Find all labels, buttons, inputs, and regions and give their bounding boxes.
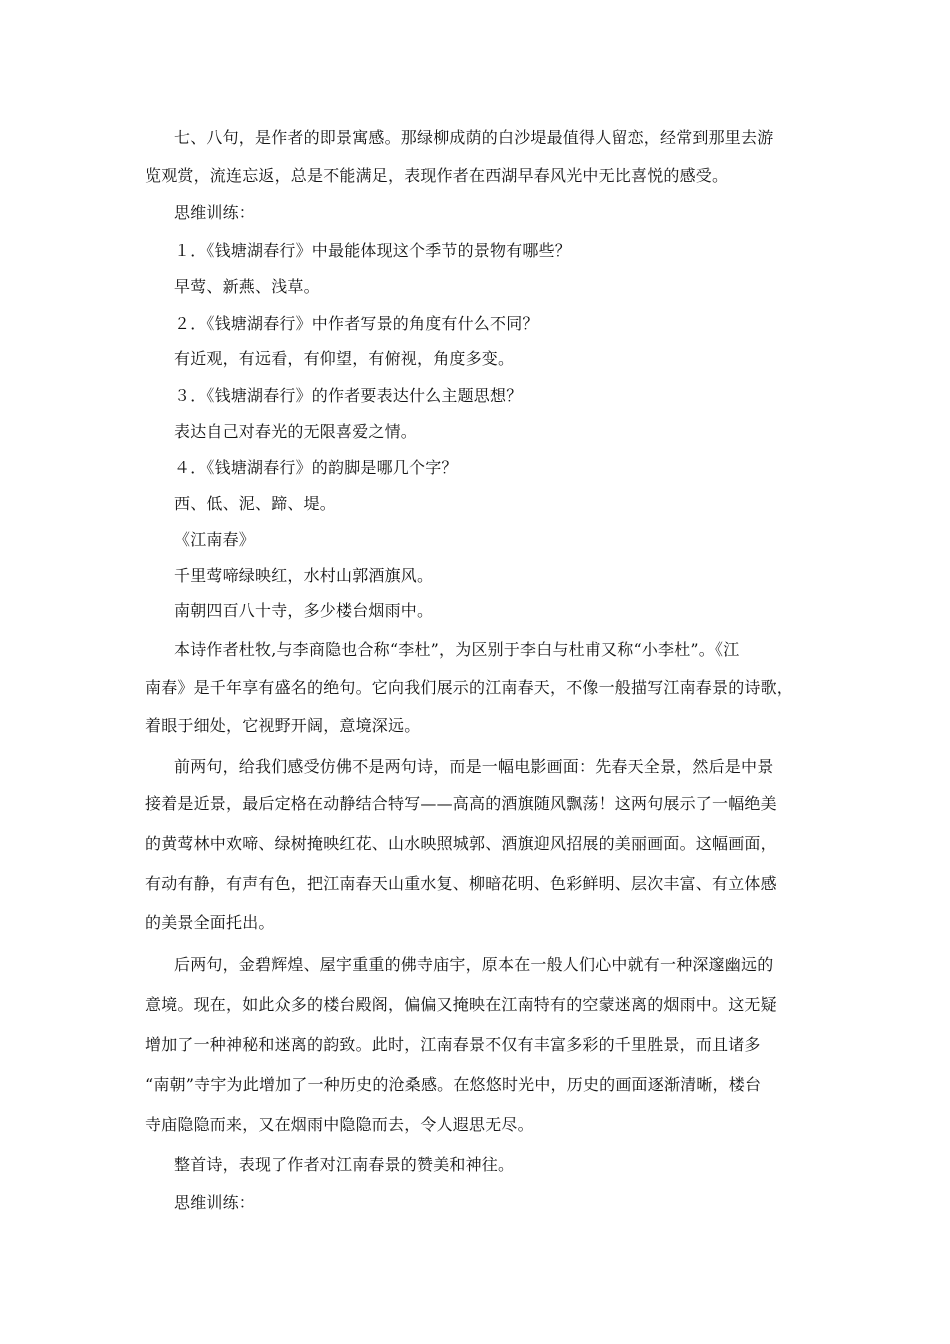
answer-line: 早莺、新燕、浅草。 — [174, 277, 320, 296]
paragraph-line: 着眼于细处，它视野开阔，意境深远。 — [145, 716, 421, 735]
paragraph-line: 览观赏，流连忘返，总是不能满足，表现作者在西湖早春风光中无比喜悦的感受。 — [145, 166, 729, 185]
answer-line: 西、低、泥、蹄、堤。 — [174, 494, 337, 513]
question-line: １．《钱塘湖春行》中最能体现这个季节的景物有哪些？ — [174, 241, 572, 260]
paragraph-line: 的美景全面托出。 — [145, 913, 275, 932]
poem-line: 南朝四百八十寺，多少楼台烟雨中。 — [174, 601, 434, 620]
poem-line: 千里莺啼绿映红，水村山郭酒旗风。 — [174, 566, 434, 585]
paragraph-line: 的黄莺林中欢啼、绿树掩映红花、山水映照城郭、酒旗迎风招展的美丽画面。这幅画面， — [145, 834, 777, 853]
paragraph-line: 接着是近景，最后定格在动静结合特写——高高的酒旗随风飘荡！这两句展示了一幅绝美 — [145, 794, 777, 813]
poem-title: 《江南春》 — [174, 530, 256, 549]
paragraph-line: 七、八句，是作者的即景寓感。那绿柳成荫的白沙堤最值得人留恋，经常到那里去游 — [174, 128, 774, 147]
question-line: ４．《钱塘湖春行》的韵脚是哪几个字？ — [174, 458, 458, 477]
paragraph-line: 前两句，给我们感受仿佛不是两句诗，而是一幅电影画面：先春天全景，然后是中景 — [174, 757, 774, 776]
question-line: ２．《钱塘湖春行》中作者写景的角度有什么不同？ — [174, 314, 539, 333]
paragraph-line: “南朝”寺宇为此增加了一种历史的沧桑感。在悠悠时光中，历史的画面逐渐清晰，楼台 — [145, 1075, 762, 1094]
paragraph-line: 有动有静，有声有色，把江南春天山重水复、柳暗花明、色彩鲜明、层次丰富、有立体感 — [145, 874, 777, 893]
answer-line: 有近观，有远看，有仰望，有俯视，角度多变。 — [174, 349, 515, 368]
paragraph-line: 本诗作者杜牧,与李商隐也合称“李杜”，为区别于李白与杜甫又称“小李杜”。《江 — [174, 640, 740, 659]
section-heading: 思维训练： — [174, 1193, 256, 1212]
paragraph-line: 南春》是千年享有盛名的绝句。它向我们展示的江南春天，不像一般描写江南春景的诗歌， — [145, 678, 794, 697]
answer-line: 表达自己对春光的无限喜爱之情。 — [174, 422, 418, 441]
question-line: ３．《钱塘湖春行》的作者要表达什么主题思想？ — [174, 386, 523, 405]
paragraph-line: 意境。现在，如此众多的楼台殿阁，偏偏又掩映在江南特有的空蒙迷离的烟雨中。这无疑 — [145, 995, 777, 1014]
paragraph-line: 增加了一种神秘和迷离的韵致。此时，江南春景不仅有丰富多彩的千里胜景，而且诸多 — [145, 1035, 761, 1054]
paragraph-line: 后两句，金碧辉煌、屋宇重重的佛寺庙宇，原本在一般人们心中就有一种深邃幽远的 — [174, 955, 774, 974]
section-heading: 思维训练： — [174, 203, 256, 222]
paragraph-line: 寺庙隐隐而来，又在烟雨中隐隐而去，令人遐思无尽。 — [145, 1115, 534, 1134]
paragraph-line: 整首诗，表现了作者对江南春景的赞美和神往。 — [174, 1155, 515, 1174]
